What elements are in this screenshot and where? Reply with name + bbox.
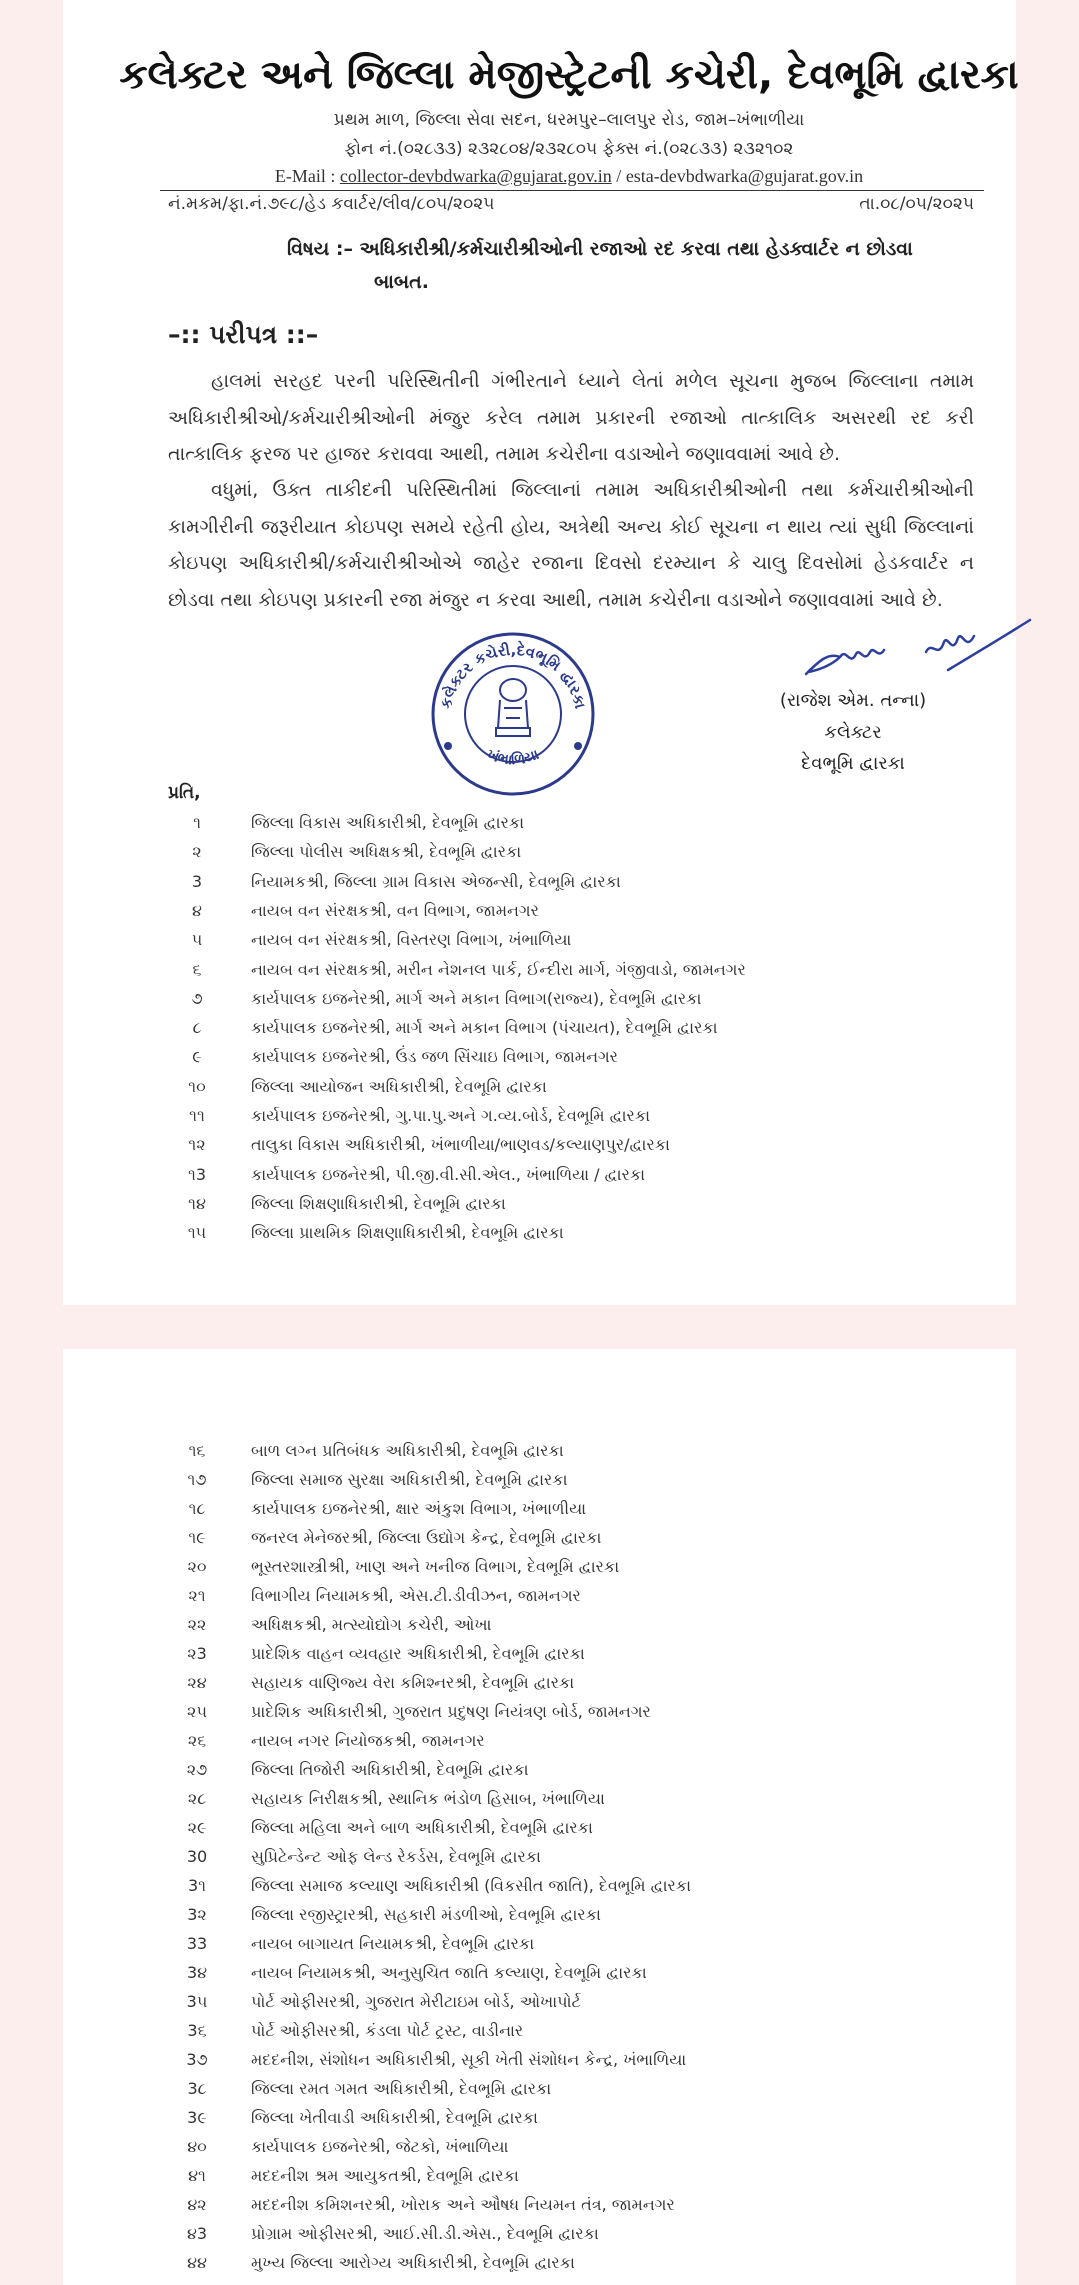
recipient-number: 3૪ (186, 1963, 208, 1982)
recipient-name: પોર્ટ ઓફીસરશ્રી, ગુજરાત મેરીટાઇમ બોર્ડ, ઓખાપોર્ટ (251, 1992, 581, 2011)
recipient-name: પ્રાદેશિક વાહન વ્યવહાર અધિકારીશ્રી, દેવભૂમિ દ્વારકા (251, 1644, 585, 1663)
recipient-name: જિલ્લા આયોજન અધિકારીશ્રી, દેવભૂમિ દ્વારકા (251, 1076, 547, 1096)
office-seal (428, 628, 598, 800)
recipient-number: 3૬ (187, 2021, 207, 2040)
recipient-number: 3૮ (187, 2079, 207, 2098)
document-page-1 (63, 0, 1019, 1305)
recipient-name: નાયબ બાગાયત નિયામકશ્રી, દેવભૂમિ દ્વારકા (251, 1934, 535, 1953)
recipient-number: ૧૨ (188, 1135, 206, 1155)
header-divider (160, 190, 984, 191)
recipient-number: ૪3 (186, 2224, 208, 2243)
paragraph-2-line: કામગીરીની જરૂરીયાત કોઇપણ સમયે રહેતી હોય, અત્રેથી અન્ય કોઈ સૂચના ન થાય ત્યાં સુધી જિલ્લાનાં (168, 515, 974, 538)
subject-line-2: બાબત. (374, 271, 429, 293)
seal-dot-left (444, 742, 452, 750)
recipient-name: જિલ્લા રજીસ્ટ્રારશ્રી, સહકારી મંડળીઓ, દેવભૂમિ દ્વારકા (251, 1905, 601, 1924)
recipient-name: કાર્યપાલક ઇજનેરશ્રી, ક્ષાર અંકુશ વિભાગ, ખંભાળીયા (251, 1499, 587, 1518)
email-link-collector[interactable]: collector-devbdwarka@gujarat.gov.in (339, 166, 612, 186)
national-emblem-icon (496, 679, 530, 736)
recipient-name: અધિક્ષકશ્રી, મત્સ્યોદ્યોગ કચેરી, ઓખા (251, 1615, 492, 1634)
recipient-name: જિલ્લા સમાજ કલ્યાણ અધિકારીશ્રી (વિકસીત જાતિ), દેવભૂમિ દ્વારકા (251, 1876, 692, 1895)
signatory-name: (રાજેશ એમ. તન્ના) (779, 690, 927, 711)
signature (798, 612, 1038, 682)
recipient-name: વિભાગીય નિયામકશ્રી, એસ.ટી.ડીવીઝન, જામનગર (251, 1586, 581, 1605)
recipient-name: સુપ્રિટેન્ડેન્ટ ઓફ લેન્ડ રેકર્ડસ, દેવભૂમિ દ્વારકા (251, 1847, 541, 1866)
recipient-name: કાર્યપાલક ઇજનેરશ્રી, માર્ગ અને મકાન વિભાગ(રાજ્ય), દેવભૂમિ દ્વારકા (251, 988, 702, 1008)
recipient-name: જિલ્લા સમાજ સુરક્ષા અધિકારીશ્રી, દેવભૂમિ દ્વારકા (251, 1470, 568, 1489)
recipient-name: મુખ્ય જિલ્લા આરોગ્ય અધિકારીશ્રી, દેવભૂમિ દ્વારકા (251, 2253, 575, 2272)
recipient-number: 3૯ (187, 2108, 207, 2127)
recipient-number: ૮ (192, 1018, 202, 1038)
recipient-name: જિલ્લા પ્રાથમિક શિક્ષણાધિકારીશ્રી, દેવભૂમિ દ્વારકા (251, 1223, 564, 1243)
recipient-name: જિલ્લા વિકાસ અધિકારીશ્રી, દેવભૂમિ દ્વારકા (251, 813, 525, 832)
recipient-number: ૧3 (187, 1164, 207, 1184)
document-page-2 (63, 1349, 1016, 2285)
recipient-number: ૫ (191, 930, 203, 950)
reference-date: તા.૦૮/૦૫/૨૦૨૫ (859, 194, 974, 214)
office-address: પ્રથમ માળ, જિલ્લા સેવા સદન, ધરમપુર–લાલપુર રોડ, જામ–ખંભાળીયા (333, 110, 805, 130)
email-separator: / (611, 166, 626, 186)
recipient-name: પોર્ટ ઓફીસરશ્રી, કંડલા પોર્ટ ટ્રસ્ટ, વાડીનાર (251, 2021, 524, 2040)
circular-heading: –:: પરીપત્ર ::– (168, 320, 319, 349)
recipient-number: ૪૪ (187, 2253, 207, 2272)
paragraph-1-line: હાલમાં સરહદ પરની પરિસ્થિતીની ગંભીરતાને ધ્યાને લેતાં મળેલ સૂચના મુજબ જિલ્લાના તમામ (211, 370, 974, 392)
recipient-name: સહાયક નિરીક્ષકશ્રી, સ્થાનિક ભંડોળ હિસાબ, ખંભાળિયા (251, 1789, 605, 1808)
recipient-number: 3૫ (186, 1992, 208, 2011)
recipient-number: ૨૨ (187, 1615, 207, 1634)
recipient-name: તાલુકા વિકાસ અધિકારીશ્રી, ખંભાળીયા/ભાણવડ/કલ્યાણપુર/દ્વારકા (251, 1135, 670, 1155)
recipient-number: ૨૪ (187, 1673, 207, 1692)
recipient-name: કાર્યપાલક ઇજનેરશ્રી, ગુ.પા.પુ.અને ગ.વ્ય.બોર્ડ, દેવભૂમિ દ્વારકા (251, 1106, 651, 1125)
recipient-name: પ્રોગ્રામ ઓફીસરશ્રી, આઈ.સી.ડી.એસ., દેવભૂમિ દ્વારકા (251, 2224, 599, 2243)
recipient-number: ૨3 (187, 1644, 207, 1663)
recipient-number: 30 (186, 1847, 208, 1866)
recipient-name: નાયબ નગર નિયોજકશ્રી, જામનગર (251, 1731, 485, 1750)
paragraph-2-line: છોડવા તથા કોઇપણ પ્રકારની રજા મંજુર ન કરવા આથી, તમામ કચેરીના વડાઓને જણાવવામાં આવે છે. (168, 588, 943, 611)
recipient-name: નાયબ વન સંરક્ષકશ્રી, મરીન નેશનલ પાર્ક, ઈન્દીરા માર્ગ, ગંજીવાડો, જામનગર (251, 959, 746, 979)
recipient-number: ૪૧ (188, 2166, 206, 2185)
recipient-number: ૨૮ (187, 1789, 207, 1808)
recipient-number: ૨૦ (187, 1557, 207, 1576)
recipient-number: ૭ (191, 988, 203, 1008)
recipient-number: 33 (186, 1934, 208, 1953)
seal-inner-ring (465, 666, 561, 762)
recipient-number: ૧૬ (188, 1441, 206, 1460)
recipients-label: પ્રતિ, (168, 783, 201, 803)
recipient-name: મદદનીશ કમિશનરશ્રી, ખોરાક અને ઔષધ નિયમન તંત્ર, જામનગર (251, 2195, 675, 2214)
recipient-number: ૧૭ (187, 1470, 207, 1489)
signatory-designation: કલેક્ટર (824, 722, 882, 743)
recipient-name: ભૂસ્તરશાસ્ત્રીશ્રી, ખાણ અને ખનીજ વિભાગ, દેવભૂમિ દ્વારકા (251, 1557, 620, 1576)
recipient-name: બાળ લગ્ન પ્રતિબંધક અધિકારીશ્રી, દેવભૂમિ દ્વારકા (251, 1441, 564, 1460)
recipient-name: જનરલ મેનેજરશ્રી, જિલ્લા ઉદ્યોગ કેન્દ્ર, દેવભૂમિ દ્વારકા (251, 1528, 602, 1547)
signatory-place: દેવભૂમિ દ્વારકા (801, 753, 905, 774)
recipient-name: જિલ્લા તિજોરી અધિકારીશ્રી, દેવભૂમિ દ્વારકા (251, 1760, 529, 1779)
paragraph-2-line: કોઇપણ અધિકારીશ્રી/કર્મચારીશ્રીઓએ જાહેર રજાના દિવસો દરમ્યાન કે ચાલુ દિવસોમાં હેડકવાર્ટર ન (168, 552, 974, 574)
paragraph-2-line: વધુમાં, ઉક્ત તાકીદની પરિસ્થિતીમાં જિલ્લાનાં તમામ અધિકારીશ્રીઓની તથા કર્મચારીશ્રીઓની (211, 479, 974, 501)
recipient-number: ૬ (192, 959, 202, 979)
subject-line-1: વિષય :– અધિકારીશ્રી/કર્મચારીશ્રીઓની રજાઓ રદ કરવા તથા હેડક્વાર્ટર ન છોડવા (287, 238, 913, 260)
recipient-number: ૧૯ (188, 1528, 206, 1547)
recipient-number: ૨૭ (186, 1760, 208, 1779)
recipient-name: સહાયક વાણિજ્ય વેરા કમિશ્નરશ્રી, દેવભૂમિ દ્વારકા (251, 1673, 575, 1692)
seal-top-text: કલેક્ટર કચેરી,દેવભૂમિ દ્વારકા (436, 640, 590, 711)
recipient-number: ૪૨ (187, 2195, 207, 2214)
reference-number: નં.મકમ/ફા.નં.૭૯૮/હેડ કવાર્ટર/લીવ/૮૦૫/૨૦૨૫ (168, 194, 495, 214)
recipient-name: મદદનીશ, સંશોધન અધિકારીશ્રી, સૂકી ખેતી સંશોધન કેન્દ્ર, ખંભાળિયા (251, 2050, 687, 2069)
recipient-name: કાર્યપાલક ઇજનેરશ્રી, પી.જી.વી.સી.એલ., ખંભાળિયા / દ્વારકા (251, 1164, 646, 1184)
paragraph-1-line: અધિકારીશ્રીઓ/કર્મચારીશ્રીઓની મંજુર કરેલ તમામ પ્રકારની રજાઓ તાત્કાલિક અસરથી રદ કરી (168, 406, 974, 429)
recipient-number: 3 (191, 871, 203, 891)
recipient-number: ૨ (192, 842, 202, 862)
recipient-number: ૧૪ (188, 1193, 206, 1213)
recipient-name: કાર્યપાલક ઇજનેરશ્રી, ઉંડ જળ સિંચાઇ વિભાગ, જામનગર (251, 1047, 618, 1067)
email-label: E-Mail : (274, 166, 340, 186)
recipient-name: કાર્યપાલક ઇજનેરશ્રી, જેટકો, ખંભાળિયા (251, 2137, 509, 2156)
recipient-name: જિલ્લા મહિલા અને બાળ અધિકારીશ્રી, દેવભૂમિ દ્વારકા (251, 1818, 593, 1837)
recipient-name: મદદનીશ શ્રમ આયુકતશ્રી, દેવભૂમિ દ્વારકા (251, 2166, 519, 2185)
recipient-number: ૨૫ (187, 1702, 207, 1721)
recipient-name: જિલ્લા પોલીસ અધિક્ષકશ્રી, દેવભૂમિ દ્વારકા (251, 842, 522, 862)
recipient-number: ૯ (192, 1047, 202, 1067)
recipient-name: જિલ્લા રમત ગમત અધિકારીશ્રી, દેવભૂમિ દ્વારકા (251, 2079, 552, 2098)
office-title: કલેક્ટર અને જિલ્લા મેજીસ્ટ્રેટની કચેરી, દેવભૂમિ દ્વારકા (119, 52, 1019, 98)
recipient-number: ૪ (192, 900, 202, 920)
recipient-name: જિલ્લા ખેતીવાડી અધિકારીશ્રી, દેવભૂમિ દ્વારકા (251, 2108, 538, 2127)
recipient-name: નાયબ વન સંરક્ષકશ્રી, વિસ્તરણ વિભાગ, ખંભાળિયા (251, 930, 572, 950)
recipient-number: 3૭ (186, 2050, 208, 2069)
seal-bottom-text: ખંભાળિયા (484, 746, 542, 769)
recipient-number: ૧૦ (188, 1076, 206, 1096)
recipient-name: કાર્યપાલક ઇજનેરશ્રી, માર્ગ અને મકાન વિભાગ (પંચાયત), દેવભૂમિ દ્વારકા (251, 1018, 718, 1038)
paragraph-1-line: તાત્કાલિક ફરજ પર હાજર કરાવવા આથી, તમામ કચેરીના વડાઓને જણાવવામાં આવે છે. (168, 443, 841, 465)
recipient-name: નાયબ વન સંરક્ષકશ્રી, વન વિભાગ, જામનગર (251, 900, 539, 920)
recipient-number: ૧૧ (189, 1106, 205, 1125)
recipient-number: 3૧ (187, 1876, 207, 1895)
office-email-line (63, 166, 1075, 187)
recipient-number: ૨૬ (187, 1731, 207, 1750)
recipient-number: 3૨ (187, 1905, 207, 1924)
seal-dot-right (574, 742, 582, 750)
office-phone: ફોન નં.(૦૨૮૩૩) ૨૩૨૮૦૪/૨૩૨૮૦૫ ફેક્સ નં.(૦૨૮૩૩) ૨૩૨૧૦૨ (344, 139, 794, 159)
recipient-name: નાયબ નિયામકશ્રી, અનુસુચિત જાતિ કલ્યાણ, દેવભૂમિ દ્વારકા (251, 1963, 647, 1982)
recipient-name: પ્રાદેશિક અધિકારીશ્રી, ગુજરાત પ્રદુષણ નિયંત્રણ બોર્ડ, જામનગર (251, 1702, 651, 1721)
recipient-number: ૨૧ (188, 1586, 206, 1605)
recipient-name: નિયામકશ્રી, જિલ્લા ગ્રામ વિકાસ એજન્સી, દેવભૂમિ દ્વારકા (251, 871, 621, 891)
recipient-number: ૨૯ (187, 1818, 207, 1837)
recipient-number: ૪૦ (187, 2137, 207, 2156)
email-estа: esta-devbdwarka@gujarat.gov.in (625, 166, 864, 186)
recipient-number: ૧૫ (187, 1223, 207, 1243)
recipient-name: જિલ્લા શિક્ષણાધિકારીશ્રી, દેવભૂમિ દ્વારકા (251, 1193, 506, 1213)
recipient-number: ૧૮ (188, 1499, 206, 1518)
recipient-number: ૧ (193, 813, 201, 832)
